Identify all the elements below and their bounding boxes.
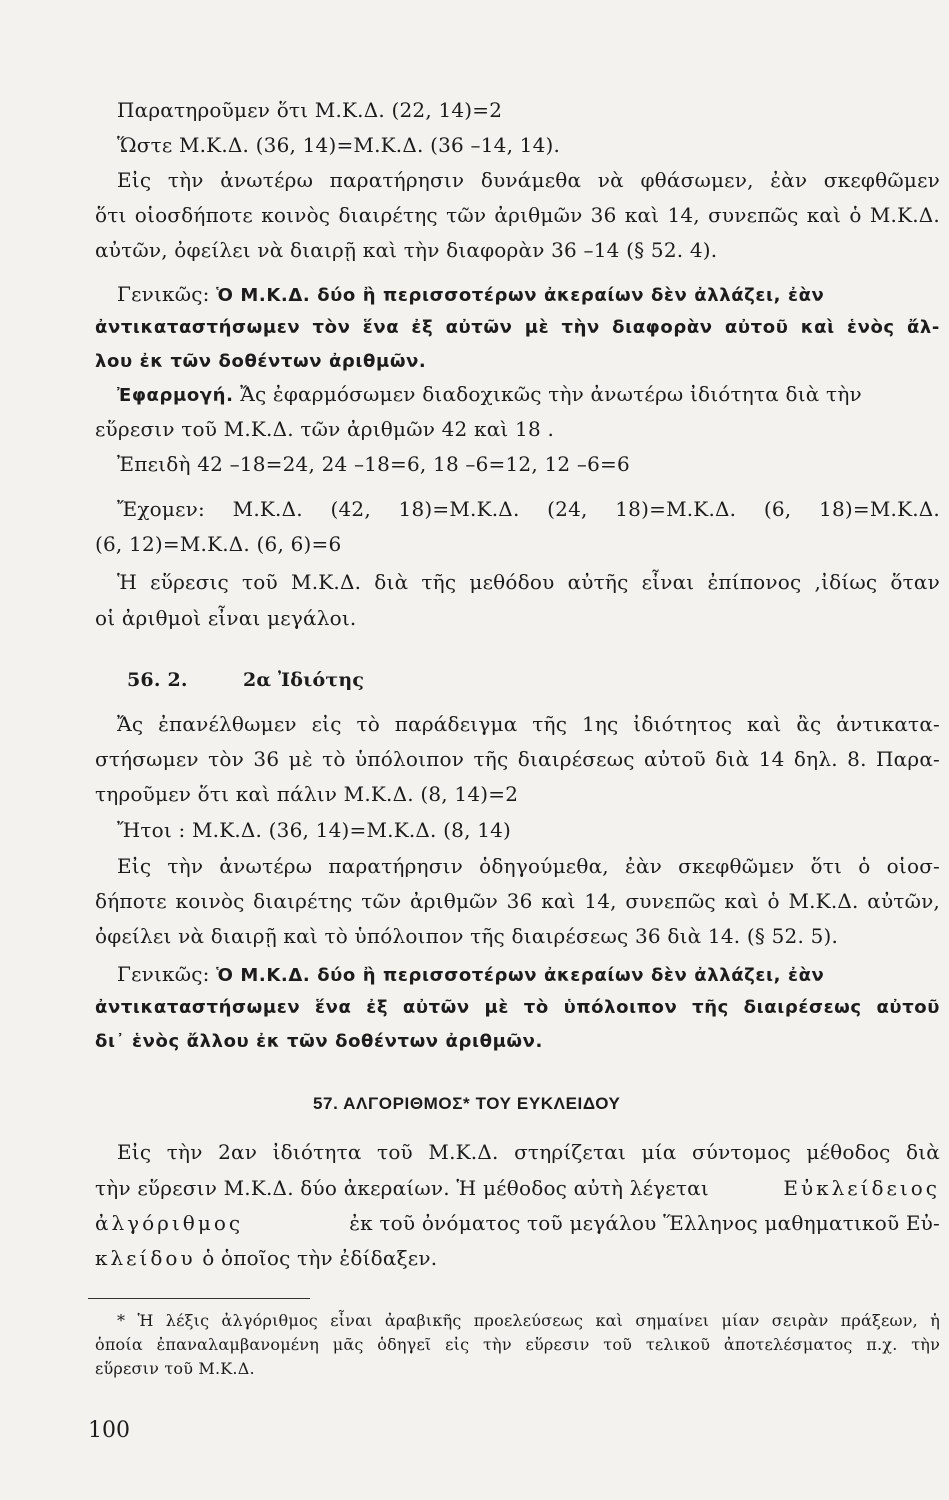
text-line: (6, 12)=Μ.Κ.Δ. (6, 6)=6 bbox=[95, 532, 342, 556]
text-line: Ἐπειδὴ 42 –18=24, 24 –18=6, 18 –6=12, 12 –6=6 bbox=[117, 452, 630, 476]
emphasized-term: ἀλγόριθμος bbox=[95, 1211, 244, 1235]
rule-text: δι᾽ ἑνὸς ἄλλου ἐκ τῶν δοθέντων ἀριθμῶν. bbox=[95, 1031, 543, 1052]
text-line: Εἰς τὴν ἀνωτέρω παρατήρησιν ὁδηγούμεθα, ἐὰν σκεφθῶμεν ὅτι ὁ οἱοσ- bbox=[117, 854, 940, 878]
text-span: ὁ ὁποῖος τὴν ἐδίδαξεν. bbox=[202, 1246, 438, 1270]
text-line bbox=[95, 1176, 940, 1200]
text-line: Ἄς ἐπανέλθωμεν εἰς τὸ παράδειγμα τῆς 1ης ἰδιότητος καὶ ἂς ἀντικατα- bbox=[117, 712, 940, 736]
section-title: 57. ΑΛΓΟΡΙΘΜΟΣ* ΤΟΥ ΕΥΚΛΕΙΔΟΥ bbox=[313, 1094, 621, 1113]
footnote-line: εὕρεσιν τοῦ Μ.Κ.Δ. bbox=[95, 1359, 255, 1378]
text-line: εὕρεσιν τοῦ Μ.Κ.Δ. τῶν ἀριθμῶν 42 καὶ 18 . bbox=[95, 417, 554, 441]
text-line: στήσωμεν τὸν 36 μὲ τὸ ὑπόλοιπον τῆς διαιρέσεως αὐτοῦ διὰ 14 δηλ. 8. Παρα- bbox=[95, 747, 940, 771]
footnote-divider bbox=[88, 1298, 310, 1299]
application-text: Ἄς ἐφαρμόσωμεν διαδοχικῶς τὴν ἀνωτέρω ἰδιότητα διὰ τὴν bbox=[240, 382, 862, 406]
rule-text: ἀντικαταστήσωμεν ἕνα ἐξ αὐτῶν μὲ τὸ ὑπόλοιπον τῆς διαιρέσεως αὐτοῦ bbox=[95, 997, 940, 1018]
rule-prefix: Γενικῶς: bbox=[117, 962, 210, 986]
text-line: ὀφείλει νὰ διαιρῇ καὶ τὸ ὑπόλοιπον τῆς διαιρέσεως 36 διὰ 14. (§ 52. 5). bbox=[95, 924, 839, 948]
application-first-line bbox=[117, 382, 862, 408]
footnote-line: * Ἡ λέξις ἀλγόριθμος εἶναι ἀραβικῆς προελεύσεως καὶ σημαίνει μίαν σειρὰν πράξεων, ἡ bbox=[117, 1311, 940, 1330]
application-label: Ἐφαρμογή. bbox=[117, 385, 234, 406]
text-line: τηροῦμεν ὅτι καὶ πάλιν Μ.Κ.Δ. (8, 14)=2 bbox=[95, 782, 519, 806]
page-number: 100 bbox=[88, 1418, 130, 1443]
text-line: δήποτε κοινὸς διαιρέτης τῶν ἀριθμῶν 36 καὶ 14, συνεπῶς καὶ ὁ Μ.Κ.Δ. αὐτῶν, bbox=[95, 889, 940, 913]
text-line: Παρατηροῦμεν ὅτι Μ.Κ.Δ. (22, 14)=2 bbox=[117, 98, 503, 122]
rule-text: Ὁ Μ.Κ.Δ. δύο ἢ περισσοτέρων ἀκεραίων δὲν ἀλλάζει, ἐὰν bbox=[216, 965, 825, 986]
text-line: Ἤτοι : Μ.Κ.Δ. (36, 14)=Μ.Κ.Δ. (8, 14) bbox=[117, 818, 512, 842]
text-line: Ὥστε Μ.Κ.Δ. (36, 14)=Μ.Κ.Δ. (36 –14, 14). bbox=[117, 133, 561, 157]
rule-text: λου ἐκ τῶν δοθέντων ἀριθμῶν. bbox=[95, 351, 427, 372]
rule-prefix: Γενικῶς: bbox=[117, 282, 210, 306]
rule-text: ἀντικαταστήσωμεν τὸν ἕνα ἐξ αὐτῶν μὲ τὴν διαφορὰν αὐτοῦ καὶ ἑνὸς ἄλ- bbox=[95, 317, 940, 338]
section-title: 2α Ἰδιότης bbox=[243, 669, 365, 691]
text-span: τὴν εὕρεσιν Μ.Κ.Δ. δύο ἀκεραίων. Ἡ μέθοδος αὐτὴ λέγεται bbox=[95, 1176, 709, 1200]
text-line: Εἰς τὴν ἀνωτέρω παρατήρησιν δυνάμεθα νὰ φθάσωμεν, ἐὰν σκεφθῶμεν bbox=[117, 168, 940, 192]
text-line: Εἰς τὴν 2αν ἰδιότητα τοῦ Μ.Κ.Δ. στηρίζεται μία σύντομος μέθοδος διὰ bbox=[117, 1140, 940, 1164]
emphasized-term: Εὐκλείδειος bbox=[783, 1176, 940, 1200]
text-span: ἐκ τοῦ ὀνόματος τοῦ μεγάλου Ἕλληνος μαθηματικοῦ Εὐ- bbox=[349, 1211, 940, 1235]
text-line: ὅτι οἱοσδήποτε κοινὸς διαιρέτης τῶν ἀριθμῶν 36 καὶ 14, συνεπῶς καὶ ὁ Μ.Κ.Δ. bbox=[95, 203, 940, 227]
text-line: οἱ ἀριθμοὶ εἶναι μεγάλοι. bbox=[95, 606, 357, 630]
rule-first-line bbox=[117, 962, 824, 988]
text-line bbox=[95, 1246, 437, 1270]
text-line bbox=[95, 1211, 940, 1235]
section-number: 56. 2. bbox=[127, 669, 188, 691]
rule-first-line bbox=[117, 282, 824, 308]
rule-text: Ὁ Μ.Κ.Δ. δύο ἢ περισσοτέρων ἀκεραίων δὲν ἀλλάζει, ἐὰν bbox=[216, 285, 825, 306]
footnote-line: ὁποία ἐπαναλαμβανομένη μᾶς ὁδηγεῖ εἰς τὴν εὕρεσιν τοῦ τελικοῦ ἀποτελέσματος π.χ. τὴν bbox=[95, 1335, 940, 1354]
emphasized-term: κλείδου bbox=[95, 1246, 196, 1270]
text-line: Ἡ εὕρεσις τοῦ Μ.Κ.Δ. διὰ τῆς μεθόδου αὐτῆς εἶναι ἐπίπονος ,ἰδίως ὅταν bbox=[117, 570, 940, 594]
text-line: αὐτῶν, ὀφείλει νὰ διαιρῇ καὶ τὴν διαφορὰν 36 –14 (§ 52. 4). bbox=[95, 238, 718, 262]
text-line: Ἔχομεν: Μ.Κ.Δ. (42, 18)=Μ.Κ.Δ. (24, 18)=Μ.Κ.Δ. (6, 18)=Μ.Κ.Δ. bbox=[117, 497, 940, 521]
